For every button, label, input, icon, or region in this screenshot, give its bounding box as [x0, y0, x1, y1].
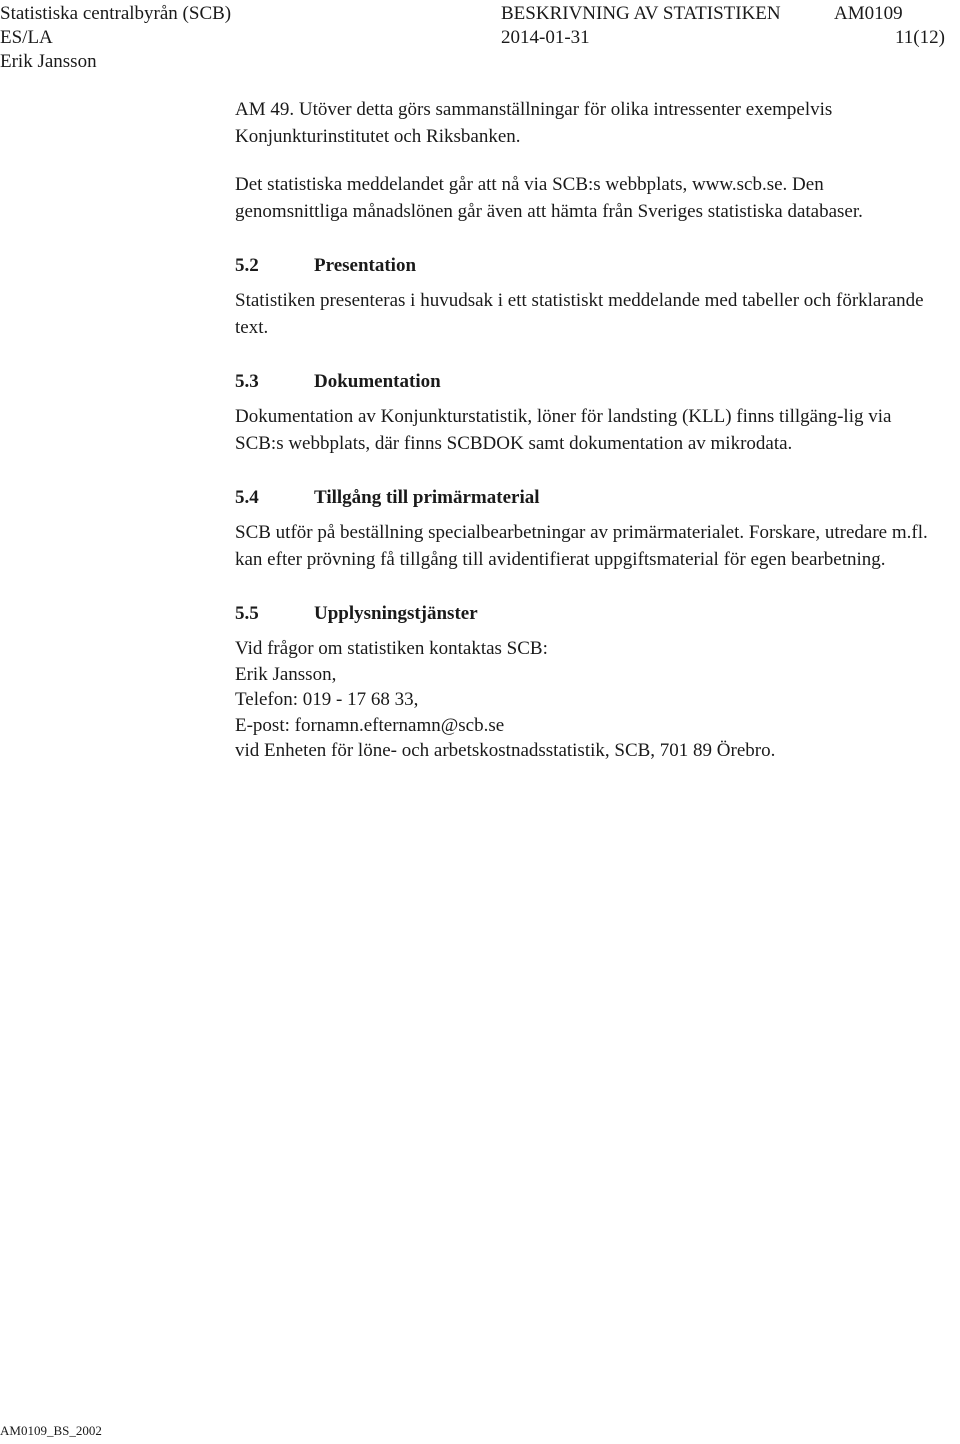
section-primarmaterial: [235, 485, 940, 573]
section-number: 5.5: [235, 603, 259, 624]
header-page-number: 11(12): [895, 27, 945, 48]
header-organization: Statistiska centralbyrån (SCB): [0, 3, 232, 24]
section-title: Dokumentation: [314, 371, 441, 392]
header-author: Erik Jansson: [0, 51, 97, 72]
section-title: Upplysningstjänster: [314, 603, 478, 624]
document-body: [235, 97, 940, 764]
section-number: 5.4: [235, 487, 259, 508]
header-document-title: BESKRIVNING AV STATISTIKEN: [501, 3, 781, 24]
intro-paragraph: AM 49. Utöver detta görs sammanställningar för olika intressenter exempelvis Konjunkturinstitutet och Riksbanken.: [235, 99, 833, 147]
section-upplysningstjanster: [235, 601, 940, 764]
section-heading: [235, 601, 940, 627]
section-text: Dokumentation av Konjunkturstatistik, löner för landsting (KLL) finns tillgäng-lig via SCB:s webbplats, där finns SCBDOK samt dokumentation av mikrodata.: [235, 406, 892, 454]
section-dokumentation: [235, 369, 940, 457]
section-heading: [235, 369, 940, 395]
section-number: 5.3: [235, 371, 259, 392]
header-unit: ES/LA: [0, 27, 53, 48]
section-number: 5.2: [235, 255, 259, 276]
contact-line: Vid frågor om statistiken kontaktas SCB:: [235, 638, 548, 659]
contact-name: Erik Jansson,: [235, 663, 337, 685]
section-heading: [235, 485, 940, 511]
contact-email: E-post: fornamn.efternamn@scb.se: [235, 714, 505, 736]
intro-paragraph: Det statistiska meddelandet går att nå via SCB:s webbplats, www.scb.se. Den genomsnittliga månadslönen går även att hämta från Sveriges statistiska databaser.: [235, 174, 863, 222]
section-title: Presentation: [314, 255, 417, 276]
contact-address: vid Enheten för löne- och arbetskostnadsstatistik, SCB, 701 89 Örebro.: [235, 740, 776, 761]
section-text: Statistiken presenteras i huvudsak i ett statistiskt meddelande med tabeller och förklarande text.: [235, 290, 924, 338]
header-document-id: AM0109: [834, 3, 903, 24]
contact-phone: Telefon: 019 - 17 68 33,: [235, 689, 419, 710]
section-heading: [235, 253, 940, 279]
section-title: Tillgång till primärmaterial: [314, 487, 540, 508]
footer-template-id: AM0109_BS_2002: [0, 1423, 102, 1438]
header-date: 2014-01-31: [501, 27, 590, 48]
section-presentation: [235, 253, 940, 341]
section-text: SCB utför på beställning specialbearbetningar av primärmaterialet. Forskare, utredare m.fl. kan efter prövning få tillgång till avidentifierat uppgiftsmaterial för egen bearbetning.: [235, 522, 928, 570]
